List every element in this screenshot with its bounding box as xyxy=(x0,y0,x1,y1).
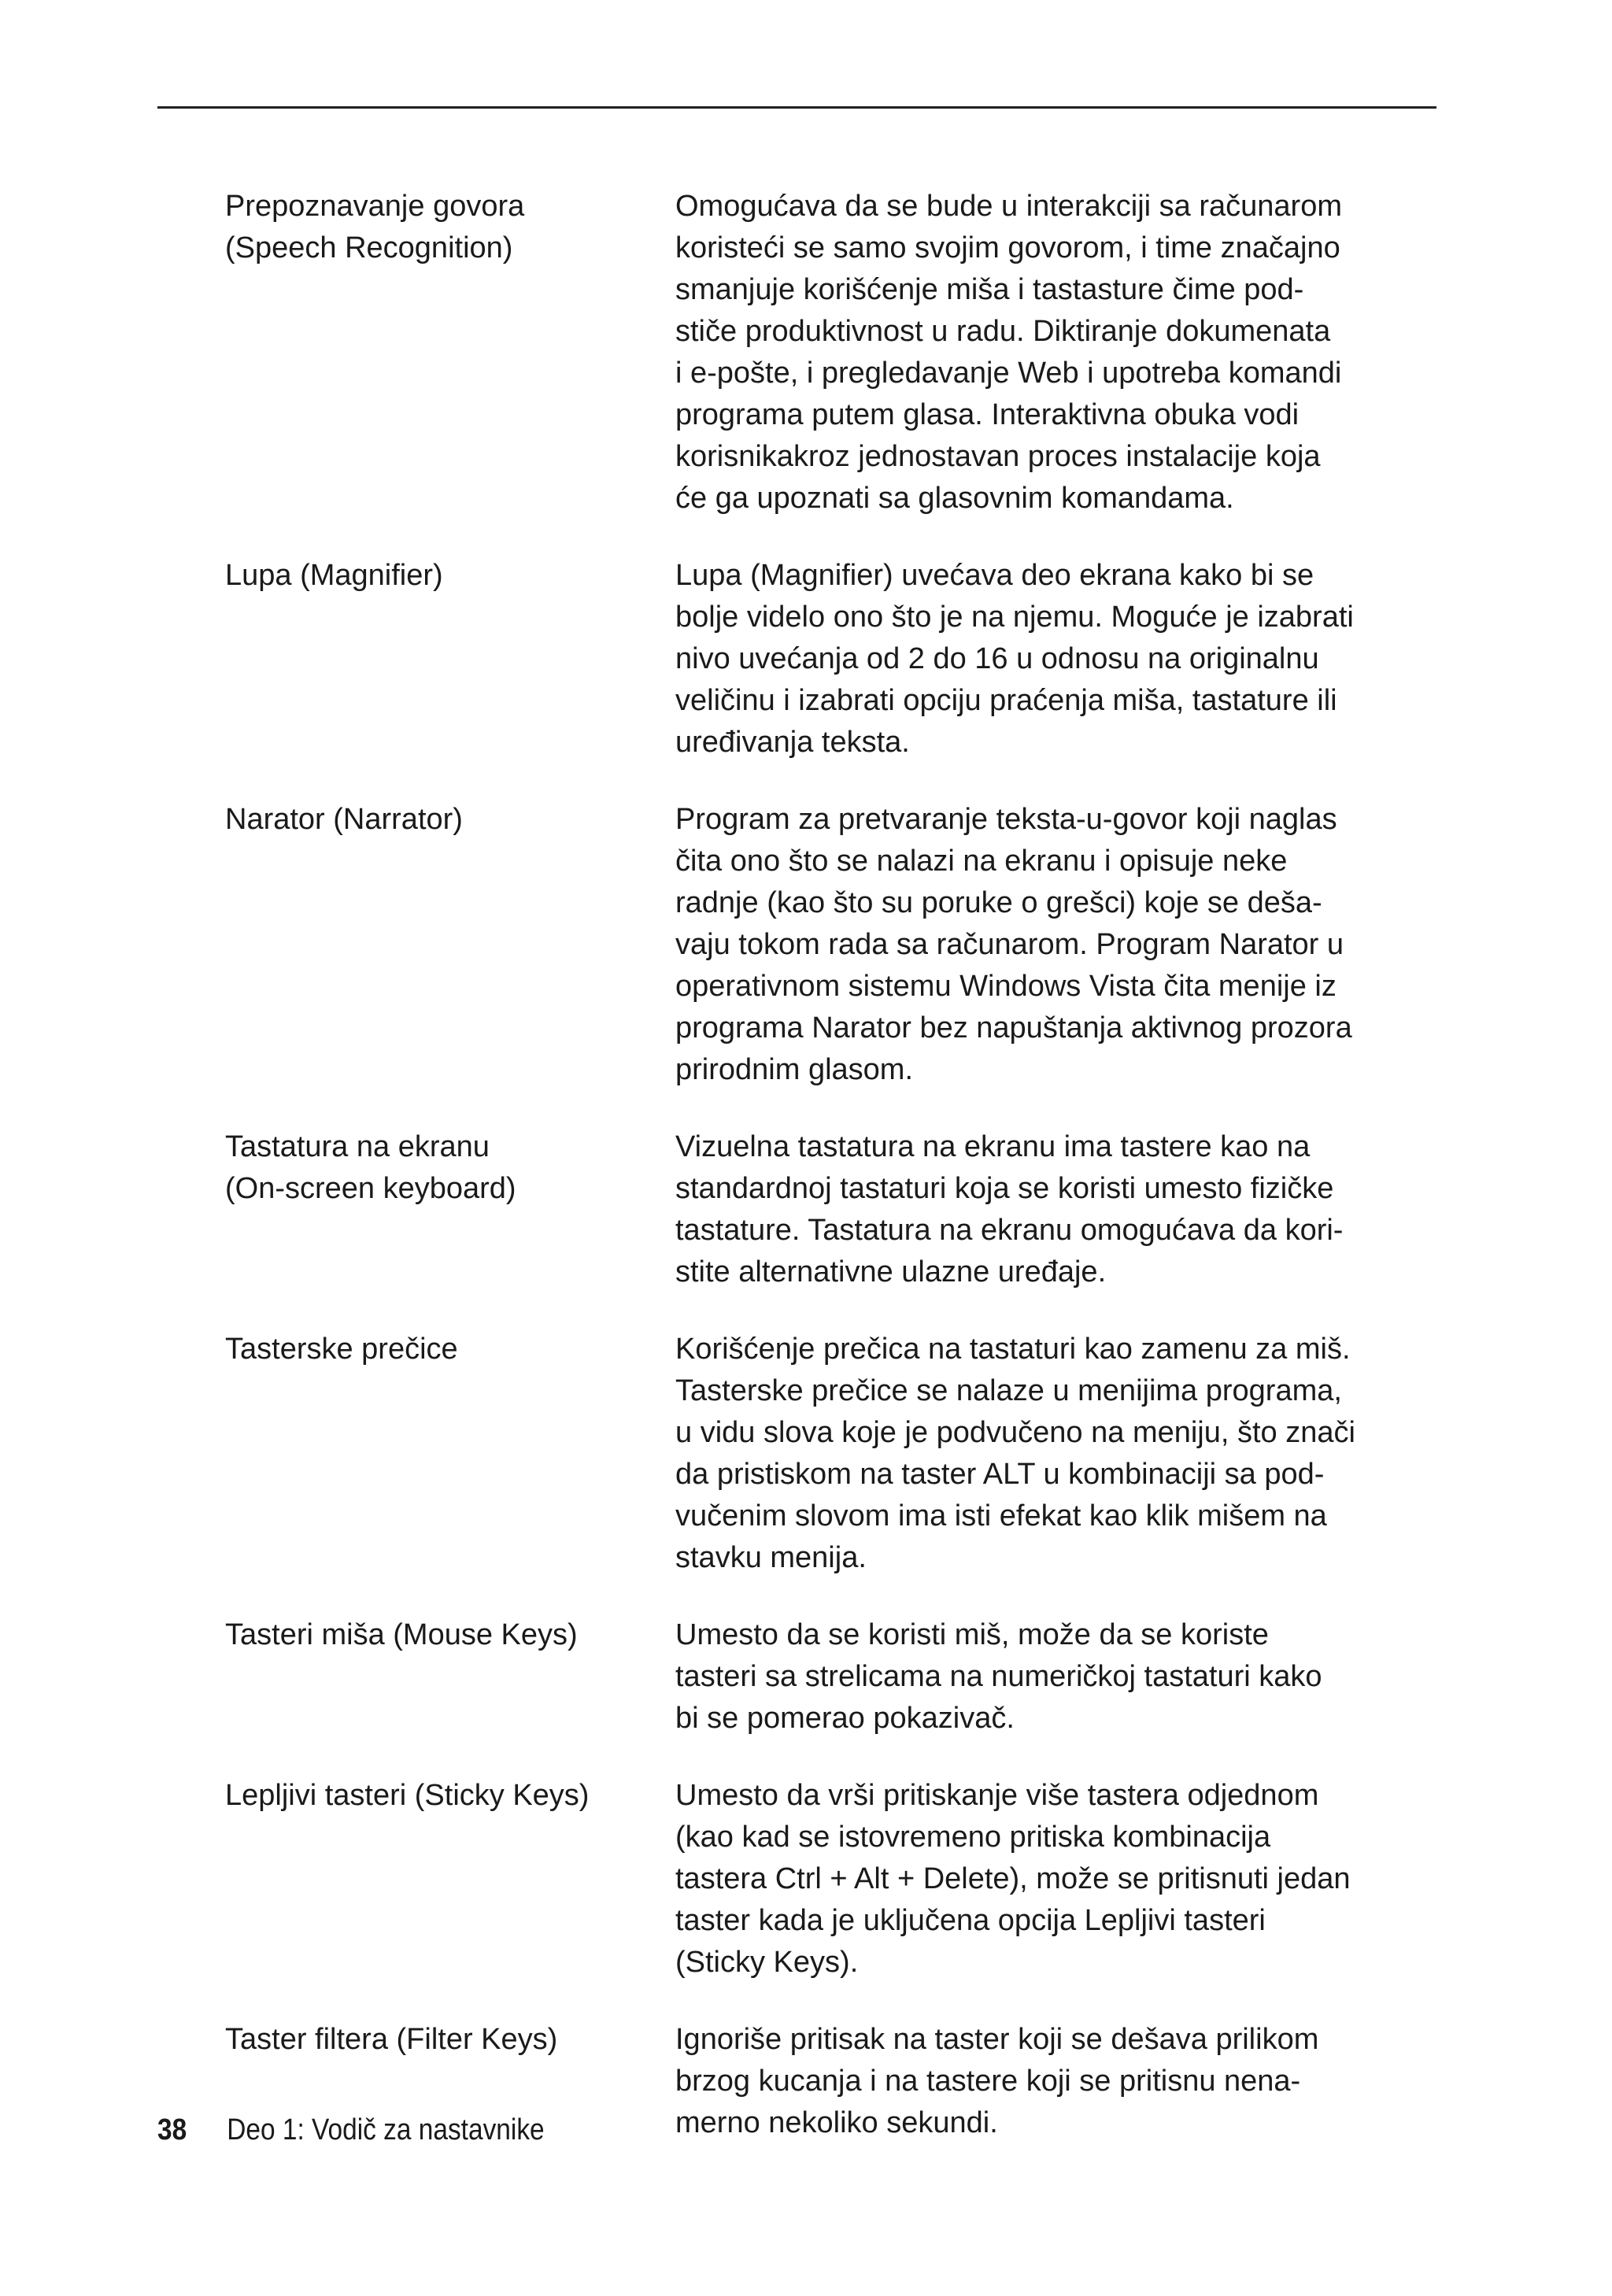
description-line: tastera Ctrl + Alt + Delete), može se pritisnuti jedan xyxy=(675,1862,1351,1895)
description-line: (kao kad se istovremeno pritiska kombinacija xyxy=(675,1821,1271,1854)
description-line: bolje videlo ono što je na njemu. Moguće je izabrati xyxy=(675,601,1354,634)
feature-row xyxy=(225,186,1437,519)
description-line: u vidu slova koje je podvučeno na meniju, što znači xyxy=(675,1416,1355,1449)
description-line: čita ono što se nalazi na ekranu i opisuje neke xyxy=(675,845,1288,878)
description-line: Umesto da vrši pritiskanje više tastera odjednom xyxy=(675,1779,1319,1812)
section-title: Deo 1: Vodič za nastavnike xyxy=(227,2113,545,2146)
feature-name: Lepljivi tasteri (Sticky Keys) xyxy=(225,1779,590,1812)
feature-description xyxy=(675,186,1439,519)
feature-description xyxy=(675,555,1439,763)
description-line: stavku menija. xyxy=(675,1541,867,1574)
description-line: Vizuelna tastatura na ekranu ima tastere kao na xyxy=(675,1130,1311,1163)
description-line: prirodnim glasom. xyxy=(675,1053,913,1086)
description-line: stiče produktivnost u radu. Diktiranje dokumenata xyxy=(675,315,1331,348)
description-line: Program za pretvaranje teksta-u-govor koji naglas xyxy=(675,803,1337,836)
description-line: Tasterske prečice se nalaze u menijima programa, xyxy=(675,1374,1342,1407)
feature-name: Tastatura na ekranu (On-screen keyboard) xyxy=(225,1130,516,1205)
description-line: merno nekoliko sekundi. xyxy=(675,2106,998,2139)
description-line: (Sticky Keys). xyxy=(675,1946,859,1979)
description-line: smanjuje korišćenje miša i tastasture čime pod- xyxy=(675,273,1304,306)
feature-name: Prepoznavanje govora (Speech Recognition) xyxy=(225,190,525,264)
description-line: bi se pomerao pokazivač. xyxy=(675,1702,1015,1735)
top-rule xyxy=(157,106,1436,109)
description-line: uređivanja teksta. xyxy=(675,726,910,759)
description-line: radnje (kao što su poruke o grešci) koje se deša- xyxy=(675,886,1322,919)
feature-description xyxy=(675,799,1439,1091)
description-line: programa Narator bez napuštanja aktivnog prozora xyxy=(675,1011,1352,1044)
feature-row xyxy=(225,1775,1437,1984)
feature-name: Lupa (Magnifier) xyxy=(225,559,443,592)
description-line: Umesto da se koristi miš, može da se koriste xyxy=(675,1618,1269,1651)
description-line: korisnikakroz jednostavan proces instalacije koja xyxy=(675,440,1321,473)
description-line: nivo uvećanja od 2 do 16 u odnosu na originalnu xyxy=(675,642,1319,675)
description-line: Lupa (Magnifier) uvećava deo ekrana kako bi se xyxy=(675,559,1314,592)
description-line: programa putem glasa. Interaktivna obuka vodi xyxy=(675,398,1300,431)
accessibility-features-table xyxy=(225,186,1437,2180)
feature-description xyxy=(675,1775,1439,1984)
page-number: 38 xyxy=(157,2113,187,2146)
feature-row xyxy=(225,1614,1437,1740)
description-line: koristeći se samo svojim govorom, i time značajno xyxy=(675,231,1340,264)
description-line: vučenim slovom ima isti efekat kao klik mišem na xyxy=(675,1499,1327,1533)
description-line: tastature. Tastatura na ekranu omogućava da kori- xyxy=(675,1214,1344,1247)
feature-description xyxy=(675,1614,1439,1740)
description-line: da pristiskom na taster ALT u kombinaciji sa pod- xyxy=(675,1458,1325,1491)
description-line: Omogućava da se bude u interakciji sa računarom xyxy=(675,190,1343,223)
feature-description xyxy=(675,1126,1439,1293)
feature-row xyxy=(225,1329,1437,1579)
description-line: standardnoj tastaturi koja se koristi umesto fizičke xyxy=(675,1172,1334,1205)
description-line: taster kada je uključena opcija Lepljivi tasteri xyxy=(675,1904,1266,1937)
description-line: operativnom sistemu Windows Vista čita menije iz xyxy=(675,970,1337,1003)
description-line: Korišćenje prečica na tastaturi kao zamenu za miš. xyxy=(675,1333,1351,1366)
description-line: i e-pošte, i pregledavanje Web i upotreba komandi xyxy=(675,357,1342,390)
description-line: veličinu i izabrati opciju praćenja miša, tastature ili xyxy=(675,684,1337,717)
feature-description xyxy=(675,2019,1439,2144)
feature-row xyxy=(225,1126,1437,1293)
feature-row xyxy=(225,555,1437,763)
feature-description xyxy=(675,1329,1439,1579)
feature-name: Taster filtera (Filter Keys) xyxy=(225,2023,558,2056)
description-line: Ignoriše pritisak na taster koji se dešava prilikom xyxy=(675,2023,1319,2056)
feature-name: Narator (Narrator) xyxy=(225,803,463,836)
description-line: brzog kucanja i na tastere koji se pritisnu nena- xyxy=(675,2065,1301,2098)
feature-name: Tasteri miša (Mouse Keys) xyxy=(225,1618,578,1651)
feature-name: Tasterske prečice xyxy=(225,1333,458,1366)
description-line: tasteri sa strelicama na numeričkoj tastaturi kako xyxy=(675,1660,1322,1693)
page-footer xyxy=(157,2113,545,2147)
description-line: stite alternativne ulazne uređaje. xyxy=(675,1255,1107,1288)
description-line: će ga upoznati sa glasovnim komandama. xyxy=(675,482,1234,515)
description-line: vaju tokom rada sa računarom. Program Narator u xyxy=(675,928,1344,961)
feature-row xyxy=(225,799,1437,1091)
